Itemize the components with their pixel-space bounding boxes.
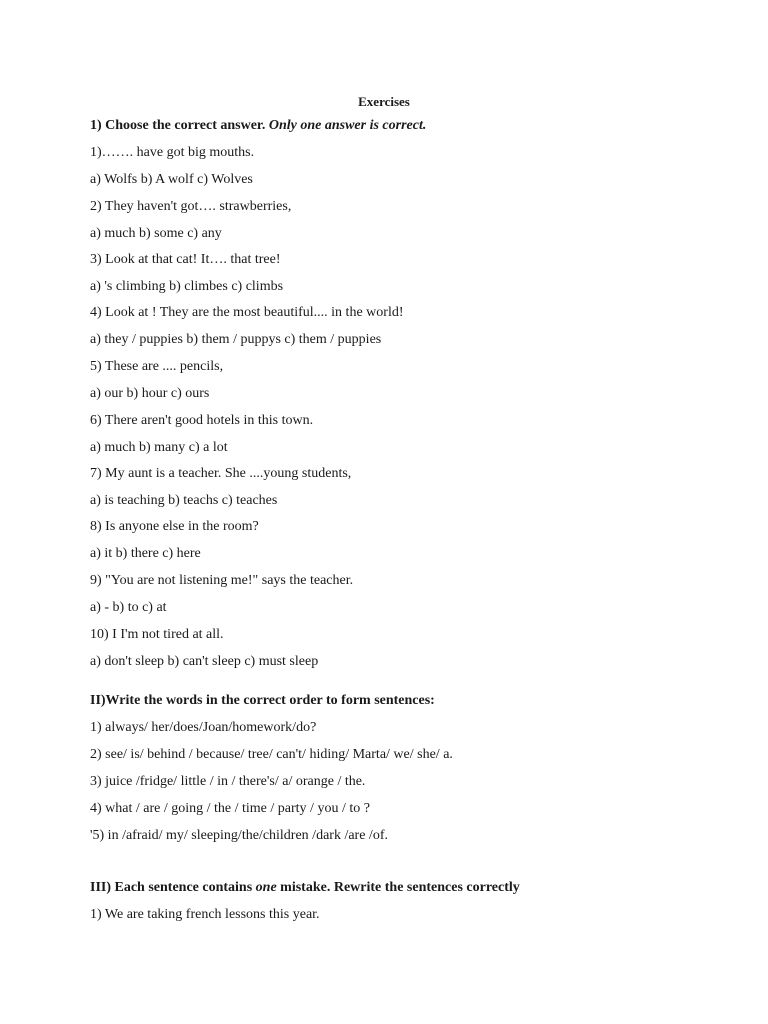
section-1-line: a) it b) there c) here [90,546,201,561]
section-1-line: 8) Is anyone else in the room? [90,519,259,534]
section-2-line: '5) in /afraid/ my/ sleeping/the/children /dark /are /of. [90,828,388,843]
section-2-line: 2) see/ is/ behind / because/ tree/ can't/ hiding/ Marta/ we/ she/ a. [90,747,453,762]
section-1-line: a) 's climbing b) climbes c) climbs [90,279,284,294]
section-1-heading [90,117,426,135]
section-1-line: a) is teaching b) teachs c) teaches [90,493,278,508]
section-1-line: 1)……. have got big mouths. [90,145,255,160]
section-2-line: 3) juice /fridge/ little / in / there's/ a/ orange / the. [90,774,366,789]
section-2-line: 1) always/ her/does/Joan/homework/do? [90,720,317,735]
section-1-line: a) they / puppies b) them / puppys c) them / puppies [90,332,382,347]
section-1-line: 9) "You are not listening me!" says the teacher. [90,573,354,588]
section-1-line: a) much b) some c) any [90,226,222,241]
section-1-line: a) much b) many c) a lot [90,440,228,455]
section-3-heading-part2: mistake. Rewrite the sentences correctly [276,880,520,895]
section-1-line: 5) These are .... pencils, [90,359,224,374]
section-1-line: a) our b) hour c) ours [90,386,210,401]
section-1-line: 3) Look at that cat! It…. that tree! [90,252,281,267]
section-3-heading [90,879,520,897]
section-1-line: a) Wolfs b) A wolf c) Wolves [90,172,253,187]
section-1-heading-italic: Only one answer is correct. [268,118,427,133]
section-1-line: a) - b) to c) at [90,600,167,615]
section-1-line: 7) My aunt is a teacher. She ....young students, [90,466,352,481]
section-3-heading-italic: one [255,880,277,895]
section-1-line: 10) I I'm not tired at all. [90,627,224,642]
section-2-line: 4) what / are / going / the / time / party / you / to ? [90,801,370,816]
section-1-line: 2) They haven't got…. strawberries, [90,199,292,214]
section-1-line: 6) There aren't good hotels in this town. [90,413,314,428]
page-title: Exercises [358,94,410,109]
section-1-line: a) don't sleep b) can't sleep c) must sleep [90,654,319,669]
section-2-heading: II)Write the words in the correct order to form sentences: [90,693,435,708]
section-1-heading-main: 1) Choose the correct answer. [90,118,269,133]
section-3-line: 1) We are taking french lessons this year. [90,907,320,922]
section-1-line: 4) Look at ! They are the most beautiful.... in the world! [90,305,404,320]
section-3-heading-part1: III) Each sentence contains [90,880,256,895]
